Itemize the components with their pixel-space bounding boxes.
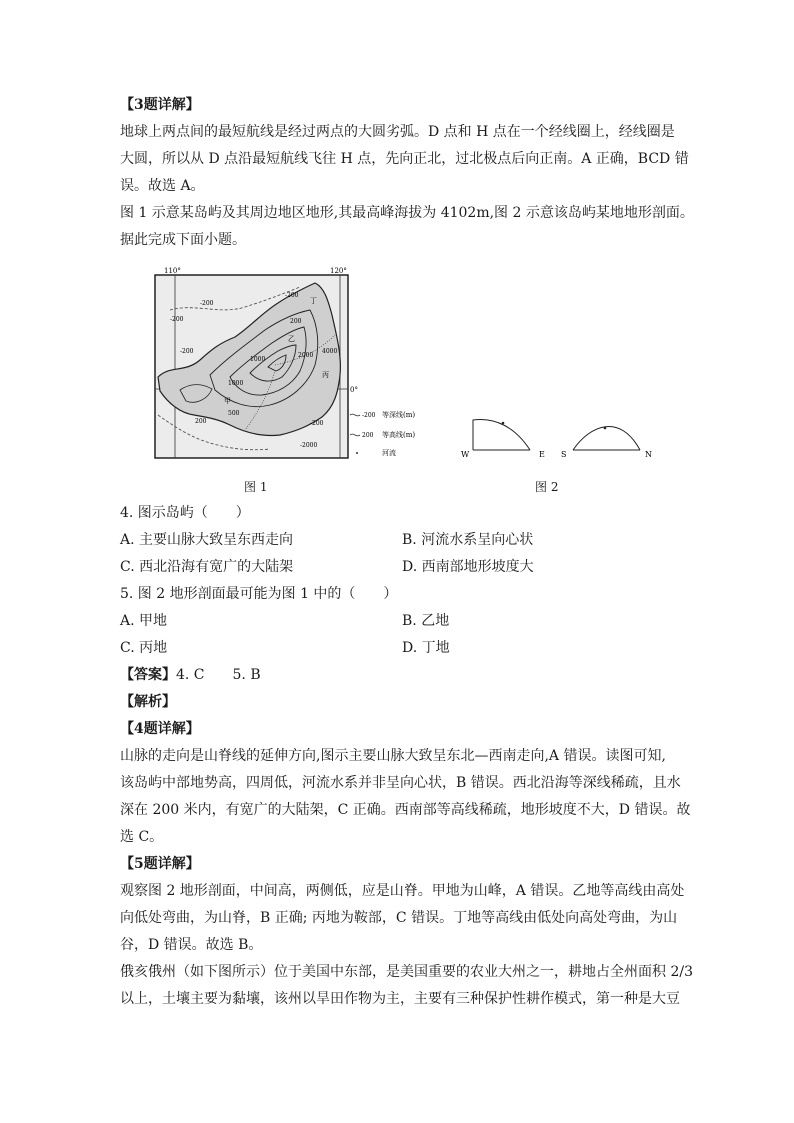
- q3-line-2: 大圆，所以从 D 点沿最短航线飞往 H 点，先向正北，过北极点后向正南。A 正确，BCD 错: [120, 151, 689, 167]
- ohio-intro: [120, 959, 693, 1013]
- legend-isobath-symbol: [350, 414, 360, 416]
- answer-label: 【答案】: [120, 667, 176, 683]
- q5-option-d: D. 丁地: [402, 640, 450, 656]
- figure-2-profiles: [455, 405, 665, 464]
- q5-explain-heading: 【5题详解】: [120, 856, 200, 872]
- analysis-label: 【解析】: [120, 694, 176, 710]
- q3-explanation: [120, 92, 689, 200]
- q4-explain-line-1: 山脉的走向是山脊线的延伸方向,图示主要山脉大致呈东北—西南走向,A 错误。读图可知,: [120, 748, 666, 764]
- q4-stem: 4. 图示岛屿（ ）: [120, 505, 250, 521]
- answer-line: [120, 662, 261, 689]
- answer-text: 4. C 5. B: [176, 667, 261, 683]
- legend-contour-sample: 200: [362, 432, 374, 439]
- q5-explain-line-3: 谷，D 错误。故选 B。: [120, 937, 263, 953]
- profile-west-label: W: [461, 450, 470, 459]
- intro-line-2: 据此完成下面小题。: [120, 232, 246, 248]
- figure-1-caption: 图 1: [244, 480, 268, 494]
- figure-2-caption: 图 2: [535, 480, 559, 494]
- q3-line-1: 地球上两点间的最短航线是经过两点的大圆劣弧。D 点和 H 点在一个经线圈上，经线圈是: [120, 124, 675, 140]
- legend-isobath-text: 等深线(m): [382, 411, 416, 419]
- ohio-line-1: 俄亥俄州（如下图所示）位于美国中东部，是美国重要的农业大州之一，耕地占全州面积 2/3: [120, 964, 693, 980]
- q5-explain-line-2: 向低处弯曲，为山脊，B 正确; 丙地为鞍部，C 错误。丁地等高线由低处向高处弯曲，为山: [120, 910, 678, 926]
- contour-label: 500: [228, 410, 240, 417]
- q5-stem: 5. 图 2 地形剖面最可能为图 1 中的（ ）: [120, 586, 398, 602]
- q4-explain-line-2: 该岛屿中部地势高，四周低，河流水系并非呈向心状，B 错误。西北沿海等深线稀疏，且水: [120, 775, 681, 791]
- profile-east-label: E: [539, 450, 545, 459]
- profile-north-label: N: [645, 450, 652, 459]
- contour-label: -2000: [300, 442, 318, 449]
- q5-explanation: [120, 851, 685, 959]
- contour-label: 200: [195, 418, 207, 425]
- map-legend: [350, 410, 415, 457]
- place-label: 乙: [288, 335, 295, 343]
- q3-heading: 【3题详解】: [120, 97, 200, 113]
- legend-isobath-sample: -200: [362, 412, 376, 419]
- contour-label: -200: [200, 300, 214, 307]
- q4-explain-heading: 【4题详解】: [120, 721, 200, 737]
- profile-south-north: [573, 427, 640, 450]
- q4-option-a: A. 主要山脉大致呈东西走向: [120, 532, 294, 548]
- profile-south-label: S: [561, 450, 567, 459]
- profile-west-east: [473, 419, 530, 450]
- contour-label: 1000: [250, 356, 266, 363]
- q5-explain-line-1: 观察图 2 地形剖面，中间高，两侧低，应是山脊。甲地为山峰，A 错误。乙地等高线由高处: [120, 883, 685, 899]
- legend-river-symbol: [356, 452, 358, 454]
- ohio-line-2: 以上，土壤主要为黏壤，该州以旱田作物为主，主要有三种保护性耕作模式，第一种是大豆: [120, 991, 680, 1007]
- legend-contour-text: 等高线(m): [382, 431, 416, 439]
- profile-west-east-point: [502, 422, 505, 425]
- q4-option-d: D. 西南部地形坡度大: [402, 559, 534, 575]
- question-intro: [120, 200, 694, 254]
- q4-option-b: B. 河流水系呈向心状: [402, 532, 534, 548]
- contour-label: 1000: [228, 380, 244, 387]
- lon-left-label: 110°: [164, 267, 181, 275]
- contour-label: 4000: [322, 348, 338, 355]
- q4-option-c: C. 西北沿海有宽广的大陆架: [120, 559, 294, 575]
- profile-south-north-point: [604, 427, 607, 430]
- contour-label: -200: [310, 420, 324, 427]
- q5-option-c: C. 丙地: [120, 640, 168, 656]
- contour-label: -200: [170, 316, 184, 323]
- contour-label: -200: [180, 348, 194, 355]
- contour-label: 2000: [298, 352, 314, 359]
- q5-option-a: A. 甲地: [120, 613, 168, 629]
- q4-explain-line-4: 选 C。: [120, 829, 164, 845]
- q4-explanation: [120, 716, 691, 851]
- place-label: 丁: [310, 297, 317, 305]
- legend-contour-symbol: [350, 434, 360, 436]
- topographic-map: [150, 265, 430, 465]
- q3-line-3: 误。故选 A。: [120, 178, 205, 194]
- contour-label: -200: [285, 292, 299, 299]
- figure-1-map: [150, 265, 430, 469]
- legend-river-text: 河流: [382, 449, 396, 457]
- terrain-profiles: [455, 405, 665, 460]
- lon-right-label: 120°: [330, 267, 347, 275]
- lat-label: 0°: [350, 386, 358, 394]
- place-label: 丙: [322, 371, 329, 379]
- place-label: 甲: [224, 397, 231, 405]
- q5-option-b: B. 乙地: [402, 613, 450, 629]
- contour-label: 200: [290, 318, 302, 325]
- intro-line-1: 图 1 示意某岛屿及其周边地区地形,其最高峰海拔为 4102m,图 2 示意该岛屿某地地形剖面。: [120, 205, 694, 221]
- q4-explain-line-3: 深在 200 米内，有宽广的大陆架，C 正确。西南部等高线稀疏，地形坡度不大，D 错误。故: [120, 802, 691, 818]
